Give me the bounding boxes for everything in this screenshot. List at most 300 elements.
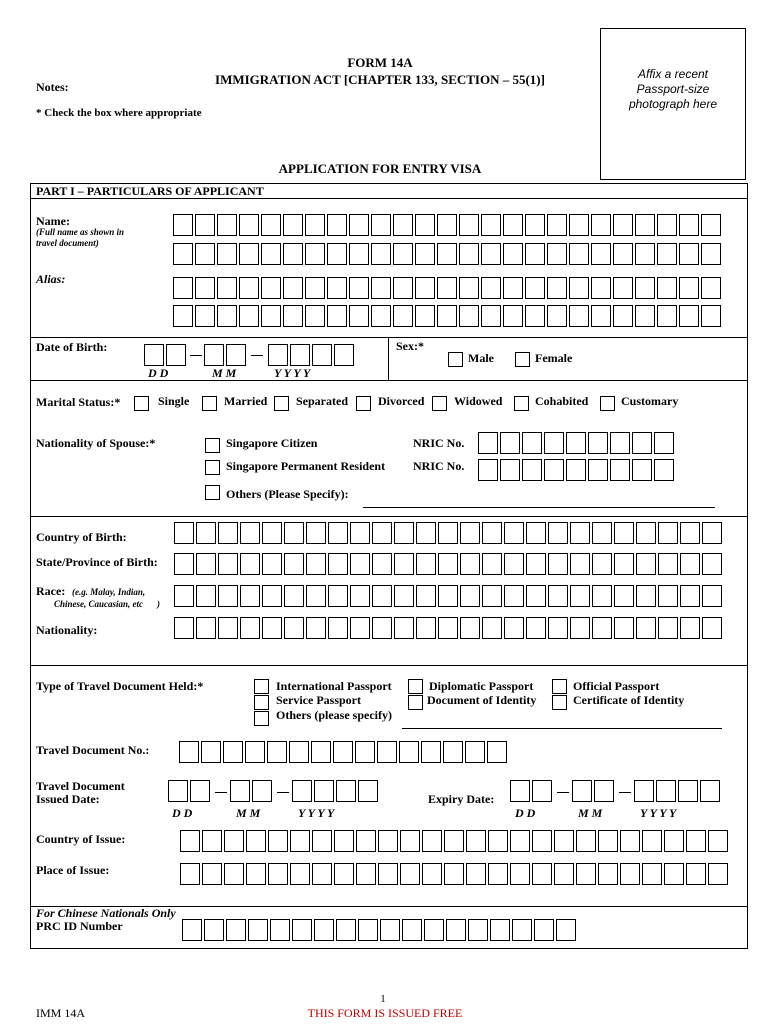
char-box[interactable] xyxy=(393,243,413,265)
char-box[interactable] xyxy=(510,830,530,852)
char-box[interactable] xyxy=(284,553,304,575)
char-box[interactable] xyxy=(400,830,420,852)
char-box[interactable] xyxy=(393,277,413,299)
char-box[interactable] xyxy=(632,459,652,481)
char-box[interactable] xyxy=(283,214,303,236)
char-box[interactable] xyxy=(438,553,458,575)
sex-male-checkbox[interactable] xyxy=(448,352,463,367)
char-box[interactable] xyxy=(328,617,348,639)
expiry-month[interactable] xyxy=(572,780,616,802)
char-box[interactable] xyxy=(548,553,568,575)
char-box[interactable] xyxy=(534,919,554,941)
char-box[interactable] xyxy=(306,522,326,544)
char-box[interactable] xyxy=(459,243,479,265)
char-box[interactable] xyxy=(614,617,634,639)
char-box[interactable] xyxy=(632,432,652,454)
doc-no-input[interactable] xyxy=(179,741,509,763)
char-box[interactable] xyxy=(144,344,164,366)
char-box[interactable] xyxy=(437,277,457,299)
char-box[interactable] xyxy=(437,243,457,265)
race-input[interactable] xyxy=(174,585,724,607)
char-box[interactable] xyxy=(591,243,611,265)
char-box[interactable] xyxy=(305,214,325,236)
spouse-other-checkbox[interactable] xyxy=(205,485,220,500)
expiry-day[interactable] xyxy=(510,780,554,802)
char-box[interactable] xyxy=(284,585,304,607)
char-box[interactable] xyxy=(239,305,259,327)
char-box[interactable] xyxy=(708,863,728,885)
char-box[interactable] xyxy=(196,553,216,575)
char-box[interactable] xyxy=(664,863,684,885)
char-box[interactable] xyxy=(252,780,272,802)
char-box[interactable] xyxy=(312,344,332,366)
char-box[interactable] xyxy=(570,522,590,544)
char-box[interactable] xyxy=(443,741,463,763)
char-box[interactable] xyxy=(482,617,502,639)
char-box[interactable] xyxy=(372,585,392,607)
char-box[interactable] xyxy=(284,522,304,544)
char-box[interactable] xyxy=(547,305,567,327)
spouse-sg-nric-input[interactable] xyxy=(478,432,676,454)
char-box[interactable] xyxy=(680,617,700,639)
char-box[interactable] xyxy=(701,214,721,236)
char-box[interactable] xyxy=(283,277,303,299)
char-box[interactable] xyxy=(262,617,282,639)
char-box[interactable] xyxy=(591,277,611,299)
char-box[interactable] xyxy=(522,459,542,481)
char-box[interactable] xyxy=(504,585,524,607)
char-box[interactable] xyxy=(678,780,698,802)
char-box[interactable] xyxy=(218,553,238,575)
char-box[interactable] xyxy=(500,459,520,481)
char-box[interactable] xyxy=(380,919,400,941)
char-box[interactable] xyxy=(305,277,325,299)
char-box[interactable] xyxy=(224,863,244,885)
char-box[interactable] xyxy=(657,243,677,265)
char-box[interactable] xyxy=(598,830,618,852)
char-box[interactable] xyxy=(394,617,414,639)
char-box[interactable] xyxy=(512,919,532,941)
char-box[interactable] xyxy=(525,243,545,265)
char-box[interactable] xyxy=(372,617,392,639)
char-box[interactable] xyxy=(415,214,435,236)
char-box[interactable] xyxy=(503,243,523,265)
marital-cohabited-checkbox[interactable] xyxy=(514,396,529,411)
char-box[interactable] xyxy=(166,344,186,366)
char-box[interactable] xyxy=(311,741,331,763)
spouse-sg-checkbox[interactable] xyxy=(205,438,220,453)
char-box[interactable] xyxy=(613,305,633,327)
char-box[interactable] xyxy=(314,780,334,802)
char-box[interactable] xyxy=(592,553,612,575)
char-box[interactable] xyxy=(174,585,194,607)
spouse-pr-checkbox[interactable] xyxy=(205,460,220,475)
char-box[interactable] xyxy=(679,305,699,327)
char-box[interactable] xyxy=(230,780,250,802)
expiry-year[interactable] xyxy=(634,780,722,802)
char-box[interactable] xyxy=(438,522,458,544)
char-box[interactable] xyxy=(173,214,193,236)
char-box[interactable] xyxy=(378,830,398,852)
char-box[interactable] xyxy=(658,522,678,544)
char-box[interactable] xyxy=(656,780,676,802)
char-box[interactable] xyxy=(510,780,530,802)
dob-day[interactable] xyxy=(144,344,188,366)
char-box[interactable] xyxy=(488,830,508,852)
char-box[interactable] xyxy=(686,830,706,852)
char-box[interactable] xyxy=(195,305,215,327)
char-box[interactable] xyxy=(416,617,436,639)
char-box[interactable] xyxy=(657,277,677,299)
char-box[interactable] xyxy=(422,830,442,852)
char-box[interactable] xyxy=(283,243,303,265)
char-box[interactable] xyxy=(290,830,310,852)
char-box[interactable] xyxy=(592,617,612,639)
char-box[interactable] xyxy=(620,830,640,852)
char-box[interactable] xyxy=(654,459,674,481)
char-box[interactable] xyxy=(195,277,215,299)
char-box[interactable] xyxy=(314,919,334,941)
char-box[interactable] xyxy=(240,553,260,575)
char-box[interactable] xyxy=(544,432,564,454)
char-box[interactable] xyxy=(312,830,332,852)
char-box[interactable] xyxy=(270,919,290,941)
char-box[interactable] xyxy=(460,585,480,607)
char-box[interactable] xyxy=(680,553,700,575)
char-box[interactable] xyxy=(349,243,369,265)
char-box[interactable] xyxy=(566,432,586,454)
char-box[interactable] xyxy=(503,214,523,236)
char-box[interactable] xyxy=(569,243,589,265)
char-box[interactable] xyxy=(268,863,288,885)
char-box[interactable] xyxy=(223,741,243,763)
char-box[interactable] xyxy=(569,277,589,299)
char-box[interactable] xyxy=(261,243,281,265)
char-box[interactable] xyxy=(620,863,640,885)
char-box[interactable] xyxy=(658,553,678,575)
marital-widowed-checkbox[interactable] xyxy=(432,396,447,411)
char-box[interactable] xyxy=(658,617,678,639)
char-box[interactable] xyxy=(372,553,392,575)
char-box[interactable] xyxy=(217,277,237,299)
char-box[interactable] xyxy=(481,305,501,327)
char-box[interactable] xyxy=(204,919,224,941)
char-box[interactable] xyxy=(548,585,568,607)
char-box[interactable] xyxy=(588,432,608,454)
doc-cert-checkbox[interactable] xyxy=(552,695,567,710)
char-box[interactable] xyxy=(702,617,722,639)
marital-single-checkbox[interactable] xyxy=(134,396,149,411)
char-box[interactable] xyxy=(591,214,611,236)
char-box[interactable] xyxy=(556,919,576,941)
char-box[interactable] xyxy=(350,585,370,607)
char-box[interactable] xyxy=(468,919,488,941)
char-box[interactable] xyxy=(460,553,480,575)
char-box[interactable] xyxy=(202,863,222,885)
place-issue-input[interactable] xyxy=(180,863,730,885)
char-box[interactable] xyxy=(570,585,590,607)
char-box[interactable] xyxy=(196,522,216,544)
char-box[interactable] xyxy=(437,214,457,236)
char-box[interactable] xyxy=(179,741,199,763)
char-box[interactable] xyxy=(466,830,486,852)
char-box[interactable] xyxy=(349,277,369,299)
char-box[interactable] xyxy=(680,522,700,544)
char-box[interactable] xyxy=(195,214,215,236)
char-box[interactable] xyxy=(613,277,633,299)
char-box[interactable] xyxy=(173,305,193,327)
char-box[interactable] xyxy=(336,780,356,802)
char-box[interactable] xyxy=(218,585,238,607)
char-box[interactable] xyxy=(350,553,370,575)
char-box[interactable] xyxy=(614,553,634,575)
char-box[interactable] xyxy=(306,617,326,639)
char-box[interactable] xyxy=(201,741,221,763)
char-box[interactable] xyxy=(416,585,436,607)
char-box[interactable] xyxy=(548,522,568,544)
char-box[interactable] xyxy=(635,305,655,327)
char-box[interactable] xyxy=(305,243,325,265)
char-box[interactable] xyxy=(481,277,501,299)
char-box[interactable] xyxy=(173,243,193,265)
char-box[interactable] xyxy=(174,553,194,575)
char-box[interactable] xyxy=(634,780,654,802)
char-box[interactable] xyxy=(610,432,630,454)
char-box[interactable] xyxy=(636,617,656,639)
char-box[interactable] xyxy=(262,585,282,607)
char-box[interactable] xyxy=(636,553,656,575)
char-box[interactable] xyxy=(490,919,510,941)
char-box[interactable] xyxy=(327,243,347,265)
name-row-1[interactable] xyxy=(173,214,723,236)
char-box[interactable] xyxy=(226,919,246,941)
char-box[interactable] xyxy=(610,459,630,481)
cob-input[interactable] xyxy=(174,522,724,544)
char-box[interactable] xyxy=(327,305,347,327)
char-box[interactable] xyxy=(350,617,370,639)
char-box[interactable] xyxy=(459,277,479,299)
doc-idty-checkbox[interactable] xyxy=(408,695,423,710)
issued-year[interactable] xyxy=(292,780,380,802)
char-box[interactable] xyxy=(526,522,546,544)
char-box[interactable] xyxy=(554,830,574,852)
doc-other-checkbox[interactable] xyxy=(254,711,269,726)
char-box[interactable] xyxy=(173,277,193,299)
char-box[interactable] xyxy=(510,863,530,885)
char-box[interactable] xyxy=(400,863,420,885)
char-box[interactable] xyxy=(569,214,589,236)
char-box[interactable] xyxy=(438,617,458,639)
char-box[interactable] xyxy=(525,305,545,327)
char-box[interactable] xyxy=(702,585,722,607)
char-box[interactable] xyxy=(349,214,369,236)
char-box[interactable] xyxy=(658,585,678,607)
char-box[interactable] xyxy=(292,780,312,802)
marital-customary-checkbox[interactable] xyxy=(600,396,615,411)
char-box[interactable] xyxy=(268,344,288,366)
char-box[interactable] xyxy=(355,741,375,763)
char-box[interactable] xyxy=(226,344,246,366)
char-box[interactable] xyxy=(526,585,546,607)
char-box[interactable] xyxy=(522,432,542,454)
char-box[interactable] xyxy=(613,243,633,265)
dob-year[interactable] xyxy=(268,344,356,366)
char-box[interactable] xyxy=(356,863,376,885)
char-box[interactable] xyxy=(478,432,498,454)
char-box[interactable] xyxy=(613,214,633,236)
char-box[interactable] xyxy=(525,214,545,236)
char-box[interactable] xyxy=(240,617,260,639)
char-box[interactable] xyxy=(415,277,435,299)
char-box[interactable] xyxy=(503,305,523,327)
dob-month[interactable] xyxy=(204,344,248,366)
char-box[interactable] xyxy=(283,305,303,327)
char-box[interactable] xyxy=(438,585,458,607)
char-box[interactable] xyxy=(377,741,397,763)
char-box[interactable] xyxy=(371,214,391,236)
char-box[interactable] xyxy=(394,585,414,607)
char-box[interactable] xyxy=(686,863,706,885)
char-box[interactable] xyxy=(240,585,260,607)
char-box[interactable] xyxy=(246,863,266,885)
char-box[interactable] xyxy=(569,305,589,327)
char-box[interactable] xyxy=(576,863,596,885)
char-box[interactable] xyxy=(525,277,545,299)
char-box[interactable] xyxy=(526,617,546,639)
char-box[interactable] xyxy=(195,243,215,265)
char-box[interactable] xyxy=(459,214,479,236)
char-box[interactable] xyxy=(466,863,486,885)
char-box[interactable] xyxy=(217,243,237,265)
char-box[interactable] xyxy=(327,277,347,299)
country-issue-input[interactable] xyxy=(180,830,730,852)
char-box[interactable] xyxy=(182,919,202,941)
char-box[interactable] xyxy=(202,830,222,852)
char-box[interactable] xyxy=(444,830,464,852)
char-box[interactable] xyxy=(570,553,590,575)
char-box[interactable] xyxy=(642,863,662,885)
char-box[interactable] xyxy=(306,585,326,607)
char-box[interactable] xyxy=(218,617,238,639)
char-box[interactable] xyxy=(459,305,479,327)
char-box[interactable] xyxy=(349,305,369,327)
char-box[interactable] xyxy=(548,617,568,639)
char-box[interactable] xyxy=(635,214,655,236)
char-box[interactable] xyxy=(268,830,288,852)
char-box[interactable] xyxy=(245,741,265,763)
char-box[interactable] xyxy=(333,741,353,763)
char-box[interactable] xyxy=(371,243,391,265)
char-box[interactable] xyxy=(415,243,435,265)
char-box[interactable] xyxy=(402,919,422,941)
char-box[interactable] xyxy=(446,919,466,941)
prc-input[interactable] xyxy=(182,919,578,941)
char-box[interactable] xyxy=(328,585,348,607)
char-box[interactable] xyxy=(702,553,722,575)
char-box[interactable] xyxy=(657,305,677,327)
char-box[interactable] xyxy=(701,243,721,265)
char-box[interactable] xyxy=(372,522,392,544)
char-box[interactable] xyxy=(261,277,281,299)
char-box[interactable] xyxy=(482,585,502,607)
char-box[interactable] xyxy=(196,585,216,607)
char-box[interactable] xyxy=(588,459,608,481)
char-box[interactable] xyxy=(636,522,656,544)
char-box[interactable] xyxy=(487,741,507,763)
issued-month[interactable] xyxy=(230,780,274,802)
char-box[interactable] xyxy=(482,522,502,544)
char-box[interactable] xyxy=(239,243,259,265)
char-box[interactable] xyxy=(708,830,728,852)
char-box[interactable] xyxy=(702,522,722,544)
char-box[interactable] xyxy=(240,522,260,544)
char-box[interactable] xyxy=(481,214,501,236)
char-box[interactable] xyxy=(532,780,552,802)
name-row-2[interactable] xyxy=(173,243,723,265)
char-box[interactable] xyxy=(239,277,259,299)
char-box[interactable] xyxy=(422,863,442,885)
char-box[interactable] xyxy=(554,863,574,885)
char-box[interactable] xyxy=(393,305,413,327)
char-box[interactable] xyxy=(180,863,200,885)
char-box[interactable] xyxy=(334,830,354,852)
char-box[interactable] xyxy=(196,617,216,639)
char-box[interactable] xyxy=(700,780,720,802)
char-box[interactable] xyxy=(657,214,677,236)
char-box[interactable] xyxy=(460,617,480,639)
char-box[interactable] xyxy=(224,830,244,852)
char-box[interactable] xyxy=(460,522,480,544)
char-box[interactable] xyxy=(312,863,332,885)
char-box[interactable] xyxy=(248,919,268,941)
doc-dipl-checkbox[interactable] xyxy=(408,679,423,694)
char-box[interactable] xyxy=(415,305,435,327)
char-box[interactable] xyxy=(526,553,546,575)
char-box[interactable] xyxy=(168,780,188,802)
char-box[interactable] xyxy=(576,830,596,852)
char-box[interactable] xyxy=(334,344,354,366)
char-box[interactable] xyxy=(654,432,674,454)
char-box[interactable] xyxy=(614,522,634,544)
char-box[interactable] xyxy=(594,780,614,802)
doc-offi-checkbox[interactable] xyxy=(552,679,567,694)
sex-female-checkbox[interactable] xyxy=(515,352,530,367)
char-box[interactable] xyxy=(547,214,567,236)
char-box[interactable] xyxy=(635,277,655,299)
char-box[interactable] xyxy=(358,919,378,941)
char-box[interactable] xyxy=(591,305,611,327)
state-input[interactable] xyxy=(174,553,724,575)
char-box[interactable] xyxy=(416,553,436,575)
char-box[interactable] xyxy=(642,830,662,852)
char-box[interactable] xyxy=(504,553,524,575)
char-box[interactable] xyxy=(547,277,567,299)
char-box[interactable] xyxy=(416,522,436,544)
char-box[interactable] xyxy=(465,741,485,763)
char-box[interactable] xyxy=(180,830,200,852)
char-box[interactable] xyxy=(267,741,287,763)
char-box[interactable] xyxy=(598,863,618,885)
issued-day[interactable] xyxy=(168,780,212,802)
char-box[interactable] xyxy=(371,277,391,299)
char-box[interactable] xyxy=(572,780,592,802)
char-box[interactable] xyxy=(284,617,304,639)
char-box[interactable] xyxy=(239,214,259,236)
char-box[interactable] xyxy=(504,617,524,639)
char-box[interactable] xyxy=(679,243,699,265)
char-box[interactable] xyxy=(635,243,655,265)
char-box[interactable] xyxy=(421,741,441,763)
